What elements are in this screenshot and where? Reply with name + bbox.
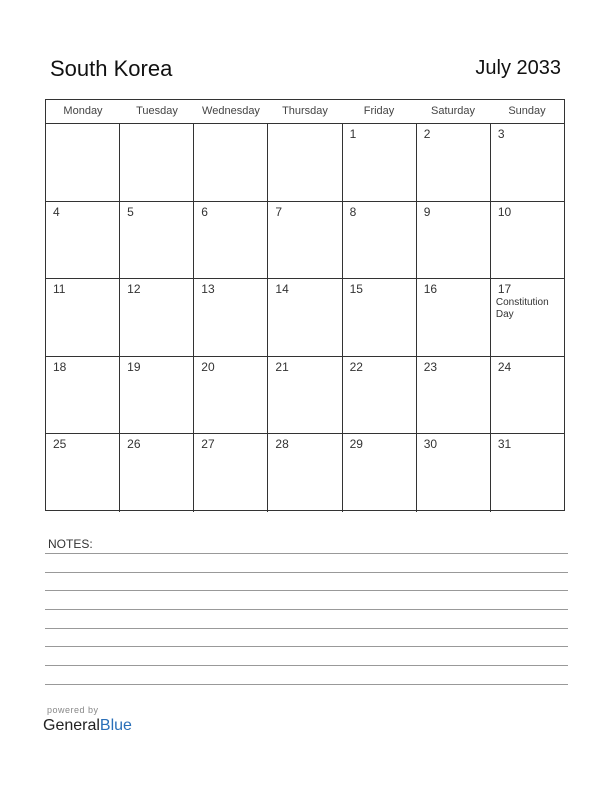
day-number: 15 bbox=[349, 282, 363, 297]
holiday-label: Constitution Day bbox=[495, 297, 549, 321]
notes-line bbox=[45, 572, 568, 573]
day-number: 22 bbox=[349, 359, 363, 374]
day-number: 20 bbox=[201, 359, 215, 374]
brand-general: General bbox=[43, 717, 100, 734]
day-number: 26 bbox=[127, 437, 141, 452]
notes-line bbox=[45, 553, 568, 554]
day-number: 11 bbox=[53, 282, 66, 297]
day-cell bbox=[46, 434, 120, 512]
notes-line bbox=[45, 628, 568, 629]
calendar-grid bbox=[45, 99, 565, 511]
day-cell bbox=[194, 124, 268, 201]
weekday-label: Friday bbox=[363, 105, 395, 117]
week-row bbox=[46, 202, 564, 280]
day-number: 3 bbox=[497, 127, 505, 141]
day-cell bbox=[268, 279, 342, 356]
day-cell bbox=[46, 357, 120, 434]
day-cell bbox=[417, 279, 491, 356]
generalblue-logo[interactable] bbox=[43, 717, 132, 735]
day-number: 29 bbox=[349, 437, 363, 452]
day-cell bbox=[491, 357, 564, 434]
day-cell bbox=[120, 279, 194, 356]
day-number: 27 bbox=[201, 437, 215, 452]
week-row bbox=[46, 279, 564, 357]
day-number: 16 bbox=[423, 282, 438, 297]
day-number: 30 bbox=[423, 437, 438, 452]
day-number: 18 bbox=[53, 359, 67, 374]
day-cell bbox=[120, 202, 194, 279]
day-number: 2 bbox=[423, 127, 431, 141]
day-number: 8 bbox=[349, 204, 357, 219]
day-cell bbox=[268, 124, 342, 201]
day-cell bbox=[343, 357, 417, 434]
day-number: 31 bbox=[497, 437, 512, 452]
day-cell bbox=[417, 434, 491, 512]
week-row bbox=[46, 357, 564, 435]
brand-blue: Blue bbox=[99, 717, 132, 734]
weekday-label: Sunday bbox=[508, 105, 546, 117]
powered-by-text: powered by bbox=[47, 705, 99, 715]
day-cell bbox=[120, 124, 194, 201]
notes-line bbox=[45, 684, 568, 685]
day-number: 10 bbox=[497, 204, 512, 219]
notes-line bbox=[45, 665, 568, 666]
day-cell bbox=[417, 124, 491, 201]
day-number: 5 bbox=[127, 204, 134, 219]
day-cell bbox=[491, 279, 564, 356]
calendar-country-title: South Korea bbox=[50, 56, 173, 81]
weekday-header-row bbox=[46, 100, 564, 124]
calendar-weeks bbox=[46, 124, 564, 512]
day-number: 7 bbox=[275, 204, 283, 219]
weekday-label: Saturday bbox=[430, 105, 476, 117]
day-cell bbox=[491, 124, 564, 201]
day-number: 14 bbox=[275, 282, 289, 297]
day-cell bbox=[491, 434, 564, 512]
day-number: 6 bbox=[201, 204, 208, 219]
day-cell bbox=[268, 357, 342, 434]
day-number: 19 bbox=[127, 359, 141, 374]
weekday-label: Tuesday bbox=[136, 105, 178, 117]
day-number: 23 bbox=[423, 359, 438, 374]
week-row bbox=[46, 434, 564, 512]
day-cell bbox=[343, 124, 417, 201]
notes-label: NOTES: bbox=[48, 537, 93, 551]
notes-line bbox=[45, 646, 568, 647]
day-cell bbox=[194, 202, 268, 279]
day-number: 1 bbox=[349, 127, 357, 141]
day-cell bbox=[46, 202, 120, 279]
day-number: 25 bbox=[53, 437, 67, 452]
day-cell bbox=[417, 357, 491, 434]
day-cell bbox=[120, 434, 194, 512]
weekday-label: Thursday bbox=[282, 105, 328, 117]
day-cell bbox=[343, 434, 417, 512]
day-number: 9 bbox=[423, 204, 431, 219]
calendar-month-title: July 2033 bbox=[475, 57, 561, 79]
day-cell bbox=[268, 202, 342, 279]
day-number: 28 bbox=[275, 437, 289, 452]
weekday-label: Monday bbox=[63, 105, 103, 117]
day-number: 4 bbox=[53, 204, 60, 219]
weekday-label: Wednesday bbox=[202, 105, 260, 117]
day-number: 12 bbox=[127, 282, 141, 297]
day-number: 17 bbox=[497, 282, 512, 297]
day-cell bbox=[120, 357, 194, 434]
day-number: 24 bbox=[497, 359, 512, 374]
day-cell bbox=[194, 434, 268, 512]
week-row bbox=[46, 124, 564, 202]
day-cell bbox=[194, 357, 268, 434]
notes-line bbox=[45, 609, 568, 610]
day-cell bbox=[491, 202, 564, 279]
day-cell bbox=[194, 279, 268, 356]
day-cell bbox=[343, 279, 417, 356]
day-cell bbox=[46, 279, 120, 356]
day-number: 21 bbox=[275, 359, 289, 374]
day-cell bbox=[417, 202, 491, 279]
day-cell bbox=[343, 202, 417, 279]
day-cell bbox=[46, 124, 120, 201]
day-cell bbox=[268, 434, 342, 512]
notes-line bbox=[45, 590, 568, 591]
day-number: 13 bbox=[201, 282, 215, 297]
